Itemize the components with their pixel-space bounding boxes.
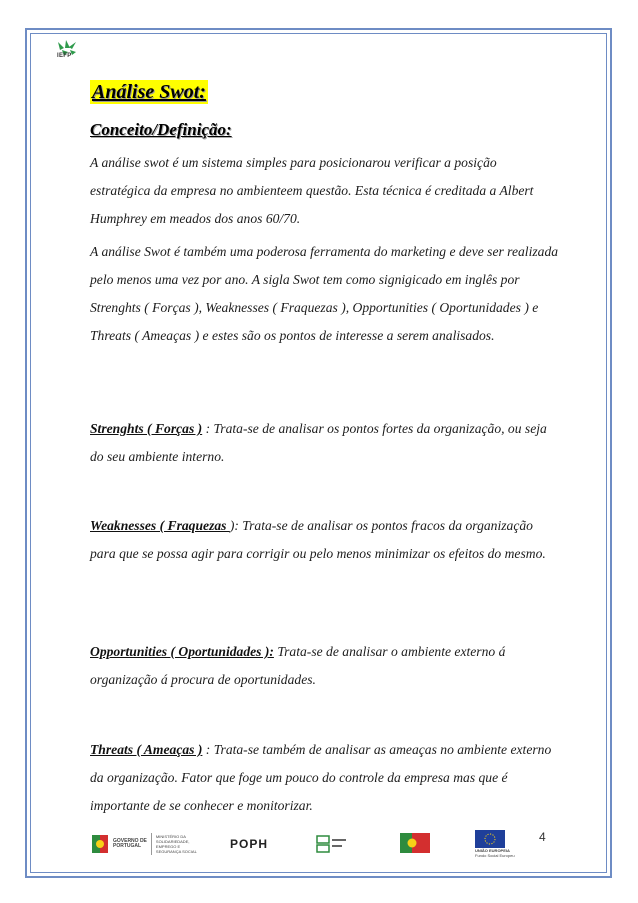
strengths-text: : Trata-se de analisar os pontos fortes da organização, ou seja do seu ambiente interno. [90,421,547,464]
footer-logos [90,828,530,860]
governo-portugal-logo [90,828,220,860]
strengths-term: Strenghts ( Forças ) [90,421,203,436]
intro-paragraph-1: A análise swot é um sistema simples para posicionarou verificar a posição estratégica da empresa no ambienteem questão. Esta técnica é creditada a Albert Humphrey em meados dos anos 60/70. [90,155,534,226]
governo-line-2: PORTUGAL [113,843,142,849]
portugal-flag-icon [400,833,430,855]
threats-paragraph [90,736,560,820]
qren-logo [315,828,355,860]
document-title: Análise Swot: [92,81,206,103]
threats-text: : Trata-se também de analisar as ameaças no ambiente externo da organização. Fator que foge um pouco do controle da empresa mas que é importante de se conhecer e monitorizar. [90,742,552,813]
weaknesses-term: Weaknesses ( Fraquezas [90,518,230,533]
eu-flag-icon [475,830,505,848]
opportunities-paragraph [90,638,560,694]
iefp-logo-icon [50,36,86,68]
qren-icon [315,833,349,855]
iefp-logo-label: IEFP [57,53,72,59]
poph-logo [230,828,290,860]
governo-line-1: GOVERNO DE [113,838,147,844]
ministerio-label: MINISTÉRIO DA SOLIDARIEDADE, EMPREGO E SEGURANÇA SOCIAL [155,834,197,854]
portugal-emblem-icon [90,833,110,855]
poph-label: POPH [230,837,269,851]
opportunities-term: Opportunities ( Oportunidades ): [90,644,274,659]
uniao-europeia-logo [475,828,530,860]
portugal-flag-logo [400,828,440,860]
threats-term: Threats ( Ameaças ) [90,742,203,757]
weaknesses-text: ): Trata-se de analisar os pontos fracos da organização para que se possa agir para corrigir ou pelo menos minimizar os efeitos do mesmo. [90,518,546,561]
document-subtitle: Conceito/Definição: [90,120,232,139]
intro-paragraph-2: A análise Swot é também uma poderosa ferramenta do marketing e deve ser realizada pelo menos uma vez por ano. A sigla Swot tem como signigicado em inglês por Strenghts ( Forças ), Weaknesses ( Fraquezas ), Opportunities ( Oportunidades ) e Threats ( Ameaças ) e estes são os pontos de interesse a serem analisados. [90,244,559,343]
opportunities-text: Trata-se de analisar o ambiente externo á organização á procura de oportunidades. [90,644,506,687]
strengths-paragraph [90,415,560,471]
ue-line-1: UNIÃO EUROPEIA [475,848,510,853]
page-number: 4 [539,830,546,844]
weaknesses-paragraph [90,512,560,568]
ue-line-2: Fundo Social Europeu [475,853,515,858]
